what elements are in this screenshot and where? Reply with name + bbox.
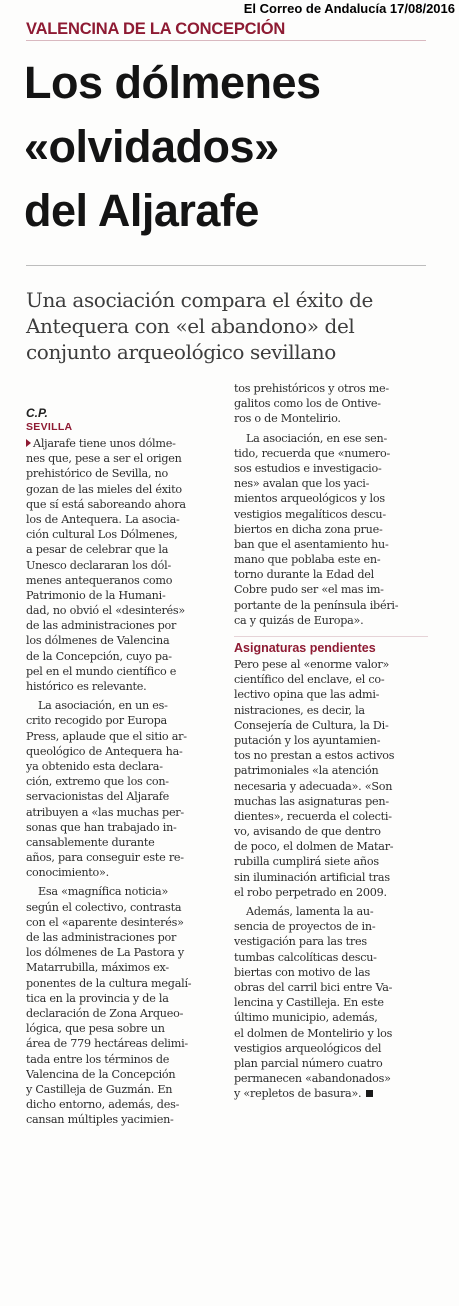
text-line: portante de la península ibéri- (234, 598, 399, 612)
text-line: Patrimonio de la Humani- (26, 588, 166, 602)
text-line: el dolmen de Montelirio y los (234, 1026, 393, 1040)
text-line: vo, avisando de que dentro (234, 825, 381, 839)
text-line: área de 779 hectáreas delimi- (26, 1037, 188, 1051)
text-line: tos prehistóricos y otros me- (234, 382, 389, 395)
text-line: los de Antequera. La asocia- (26, 512, 180, 526)
text-line: galitos como los de Ontive- (234, 397, 381, 411)
text-line: Esa «magnífica noticia» (38, 885, 169, 899)
text-line: que sí está saboreando ahora (26, 497, 186, 511)
text-line: nes» avalan que los yaci- (234, 477, 370, 491)
text-line: ción, extremo que los con- (26, 775, 169, 789)
headline-line-2: «olvidados» (24, 121, 279, 172)
text-line: muchas las asignaturas pen- (234, 794, 389, 808)
text-line: gozan de las mieles del éxito (26, 482, 182, 496)
text-line: atribuyen a «las muchas per- (26, 805, 184, 819)
section-divider (26, 40, 426, 41)
end-square-icon (366, 1090, 373, 1097)
text-line: crito recogido por Europa (26, 714, 167, 728)
text-line: cansan múltiples yacimien- (26, 1113, 174, 1127)
text-line: de las administraciones por (26, 619, 177, 633)
text-line: años, para conseguir este re- (26, 851, 184, 865)
text-line: conocimiento». (26, 866, 109, 880)
left-column (26, 436, 222, 1127)
text-line: vestigación para las tres (234, 935, 367, 949)
text-line: el robo perpetrado en 2009. (234, 885, 387, 899)
text-line: mientos arqueológicos y los (234, 492, 385, 506)
text-line: obras del carril bici entre Va- (234, 980, 393, 994)
text-line: y «repletos de basura». (234, 1086, 428, 1101)
text-line: sencia de proyectos de in- (234, 920, 376, 934)
text-line: de las administraciones por (26, 931, 177, 944)
text-line: dientes», recuerda el colecti- (234, 809, 392, 823)
text-line: ros o de Montelirio. (234, 412, 341, 426)
text-line: pel en el mundo científico e (26, 664, 177, 678)
text-line: según el colectivo, contrasta (26, 900, 182, 914)
headline-line-3: del Aljarafe (24, 185, 259, 236)
paragraph-3-continued (234, 381, 428, 427)
paragraph-6 (234, 904, 428, 1101)
text-line: biertas con motivo de las (234, 965, 371, 979)
text-line: sos estudios e investigacio- (234, 461, 382, 475)
text-line: Pero pese al «enorme valor» (234, 658, 390, 671)
text-line: lectivo opina que las admi- (234, 688, 380, 702)
text-line: sonas que han trabajado in- (26, 820, 177, 834)
text-line: Aljarafe tiene unos dólme- (26, 436, 222, 451)
text-line: nistraciones, es decir, la (234, 703, 365, 717)
right-column (234, 381, 428, 1101)
text-line: Consejería de Cultura, la Di- (234, 718, 389, 732)
text-line: ban que el asentamiento hu- (234, 537, 389, 551)
text-line: último municipio, además, (234, 1011, 378, 1025)
text-line: de la Concepción, cuyo pa- (26, 649, 172, 663)
text-line: Press, aplaude que el sitio ar- (26, 729, 187, 743)
text-line: Además, lamenta la au- (246, 905, 374, 918)
text-line: histórico es relevante. (26, 680, 147, 693)
text-line: y Castilleja de Guzmán. En (26, 1082, 173, 1096)
text-line: putación y los ayuntamien- (234, 733, 381, 747)
headline-line-1: Los dólmenes (24, 57, 321, 108)
source-label: El Correo de Andalucía 17/08/2016 (243, 1, 455, 16)
text-line: dad, no obvió el «desinterés» (26, 604, 186, 618)
text-line: tos no prestan a estos activos (234, 749, 395, 763)
text-line: los dólmenes de La Pastora y (26, 946, 184, 960)
dateline-city: SEVILLA (26, 421, 73, 433)
text-line: mano que poblaba este en- (234, 553, 381, 567)
text-line: con el «aparente desinterés» (26, 915, 184, 929)
text-line: nes que, pese a ser el origen (26, 452, 182, 466)
text-line: Cobre pudo ser «el mas im- (234, 583, 384, 597)
section-tag: VALENCINA DE LA CONCEPCIÓN (26, 20, 286, 38)
text-line: patrimoniales «la atención (234, 764, 379, 778)
subheadline-line-1: Una asociación compara el éxito de (26, 288, 373, 312)
text-line: La asociación, en un es- (38, 699, 168, 713)
text-line: vestigios megalíticos descu- (234, 507, 386, 521)
text-line: tada entre los términos de (26, 1052, 170, 1066)
text-line: dicho entorno, además, des- (26, 1098, 180, 1112)
text-line: Matarrubilla, máximos ex- (26, 961, 169, 975)
text-line: rubilla cumplirá siete años (234, 855, 379, 869)
text-line: lógica, que pesa sobre un (26, 1022, 165, 1036)
text-line: declaración de Zona Arqueo- (26, 1006, 184, 1020)
paragraph-1 (26, 436, 222, 694)
text-line: permanecen «abandonados» (234, 1072, 391, 1086)
subheadline-line-2: Antequera con «el abandono» del (26, 314, 355, 338)
text-line: servacionistas del Aljarafe (26, 790, 170, 804)
text-line: los dólmenes de Valencina (26, 634, 170, 648)
text-line: tido, recuerda que «numero- (234, 446, 391, 460)
paragraph-2 (26, 698, 222, 880)
text-line: ca y quizás de Europa». (234, 613, 364, 627)
byline: C.P. (26, 406, 48, 420)
text-line: queológico de Antequera ha- (26, 744, 183, 758)
paragraph-3 (26, 884, 222, 1127)
paragraph-5 (234, 657, 428, 900)
text-line: menes antequeranos como (26, 573, 173, 587)
headline-divider (26, 265, 426, 266)
text-line: a pesar de celebrar que la (26, 543, 169, 557)
text-line: científico del enclave, el co- (234, 673, 385, 687)
text-line: sin iluminación artificial tras (234, 870, 390, 884)
text-line: de poco, el dolmen de Matar- (234, 840, 394, 854)
text-line: ya obtenido esta declara- (26, 759, 163, 773)
text-line: La asociación, en ese sen- (246, 431, 387, 445)
text-line: tica en la provincia y de la (26, 991, 169, 1005)
text-line: necesaria y adecuada». «Son (234, 779, 393, 793)
text-line: cansablemente durante (26, 835, 155, 849)
text-line: ponentes de la cultura megalí- (26, 976, 192, 990)
text-line: ción cultural Los Dólmenes, (26, 528, 178, 542)
text-line: vestigios arqueológicos del (234, 1041, 382, 1055)
subheadline-line-3: conjunto arqueológico sevillano (26, 340, 336, 364)
paragraph-4 (234, 431, 428, 628)
text-line: biertos en dicha zona prue- (234, 522, 383, 536)
text-line: prehistórico de Sevilla, no (26, 467, 169, 481)
text-line: Unesco declararan los dól- (26, 558, 172, 572)
text-line: Valencina de la Concepción (26, 1067, 176, 1081)
text-line: torno durante la Edad del (234, 568, 374, 582)
text-line: tumbas calcolíticas descu- (234, 950, 377, 964)
subsection-heading: Asignaturas pendientes (234, 636, 428, 657)
text-line: plan parcial número cuatro (234, 1056, 383, 1070)
text-line: lencina y Castilleja. En este (234, 996, 384, 1010)
triangle-bullet-icon (26, 439, 31, 447)
